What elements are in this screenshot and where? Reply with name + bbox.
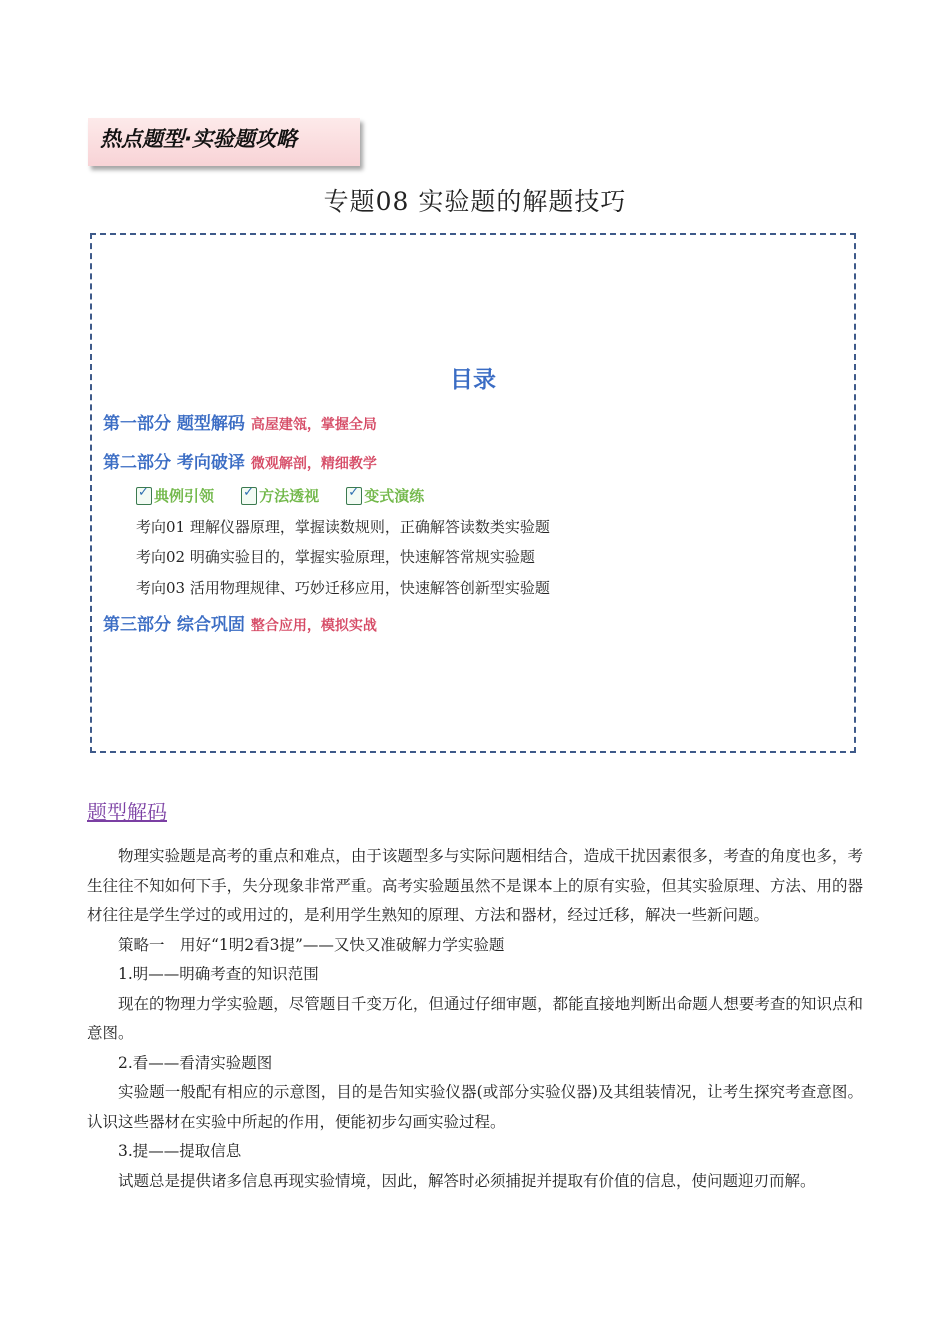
- banner-title: 热点题型·实验题攻略: [100, 127, 297, 151]
- tag-practice[interactable]: ✓ 变式演练: [346, 485, 424, 506]
- toc-heading: 目录: [450, 367, 496, 393]
- toc-item-3[interactable]: 考向03 活用物理规律、巧妙迁移应用，快速解答创新型实验题: [136, 579, 550, 597]
- toc-part-1[interactable]: [103, 409, 377, 434]
- toc-part-sub: 高屋建瓴，掌握全局: [250, 417, 377, 433]
- toc-part-label: 第三部分 综合巩固: [103, 615, 245, 635]
- toc-part-2[interactable]: [103, 448, 377, 473]
- paragraph: 现在的物理力学实验题，尽管题目千变万化，但通过仔细审题，都能直接地判断出命题人想要考查的知识点和意图。: [87, 994, 863, 1042]
- checklist-icon: [346, 487, 362, 505]
- toc-tags: [136, 485, 446, 509]
- paragraph: 物理实验题是高考的重点和难点，由于该题型多与实际问题相结合，造成干扰因素很多，考查的角度也多，考生往往不知如何下手，失分现象非常严重。高考实验题虽然不是课本上的原有实验，但其实验原理、方法、用的器材往往是学生学过的或用过的，是利用学生熟知的原理、方法和器材，经过迁移，解决一些新问题。: [87, 847, 863, 924]
- tag-method[interactable]: ✓ 方法透视: [241, 485, 319, 506]
- tag-example[interactable]: ✓ 典例引领: [136, 485, 214, 506]
- paragraph: 2.看——看清实验题图: [118, 1053, 273, 1072]
- toc-part-3[interactable]: [103, 610, 377, 635]
- table-of-contents: [90, 233, 856, 753]
- checklist-icon: [136, 487, 152, 505]
- paragraph: 试题总是提供诸多信息再现实验情境，因此，解答时必须捕捉并提取有价值的信息，使问题迎刃而解。: [118, 1171, 816, 1190]
- toc-part-sub: 整合应用，模拟实战: [250, 618, 377, 634]
- toc-item-2[interactable]: 考向02 明确实验目的，掌握实验原理，快速解答常规实验题: [136, 548, 535, 566]
- topic-banner: [88, 118, 360, 166]
- toc-part-label: 第二部分 考向破译: [103, 453, 245, 473]
- paragraph: 实验题一般配有相应的示意图，目的是告知实验仪器(或部分实验仪器)及其组装情况，让考生探究考查意图。认识这些器材在实验中所起的作用，便能初步勾画实验过程。: [87, 1083, 863, 1131]
- section-body: [87, 842, 863, 1196]
- toc-part-sub: 微观解剖，精细教学: [250, 456, 377, 472]
- checklist-icon: [241, 487, 257, 505]
- paragraph: 1.明——明确考查的知识范围: [118, 965, 319, 983]
- toc-part-label: 第一部分 题型解码: [103, 414, 245, 434]
- section-heading: 题型解码: [87, 800, 167, 824]
- toc-item-1[interactable]: 考向01 理解仪器原理，掌握读数规则，正确解答读数类实验题: [136, 518, 550, 536]
- document-title: 专题08 实验题的解题技巧: [323, 187, 627, 216]
- paragraph: 策略一 用好“1明2看3提”——又快又准破解力学实验题: [118, 935, 505, 954]
- paragraph: 3.提——提取信息: [118, 1142, 242, 1160]
